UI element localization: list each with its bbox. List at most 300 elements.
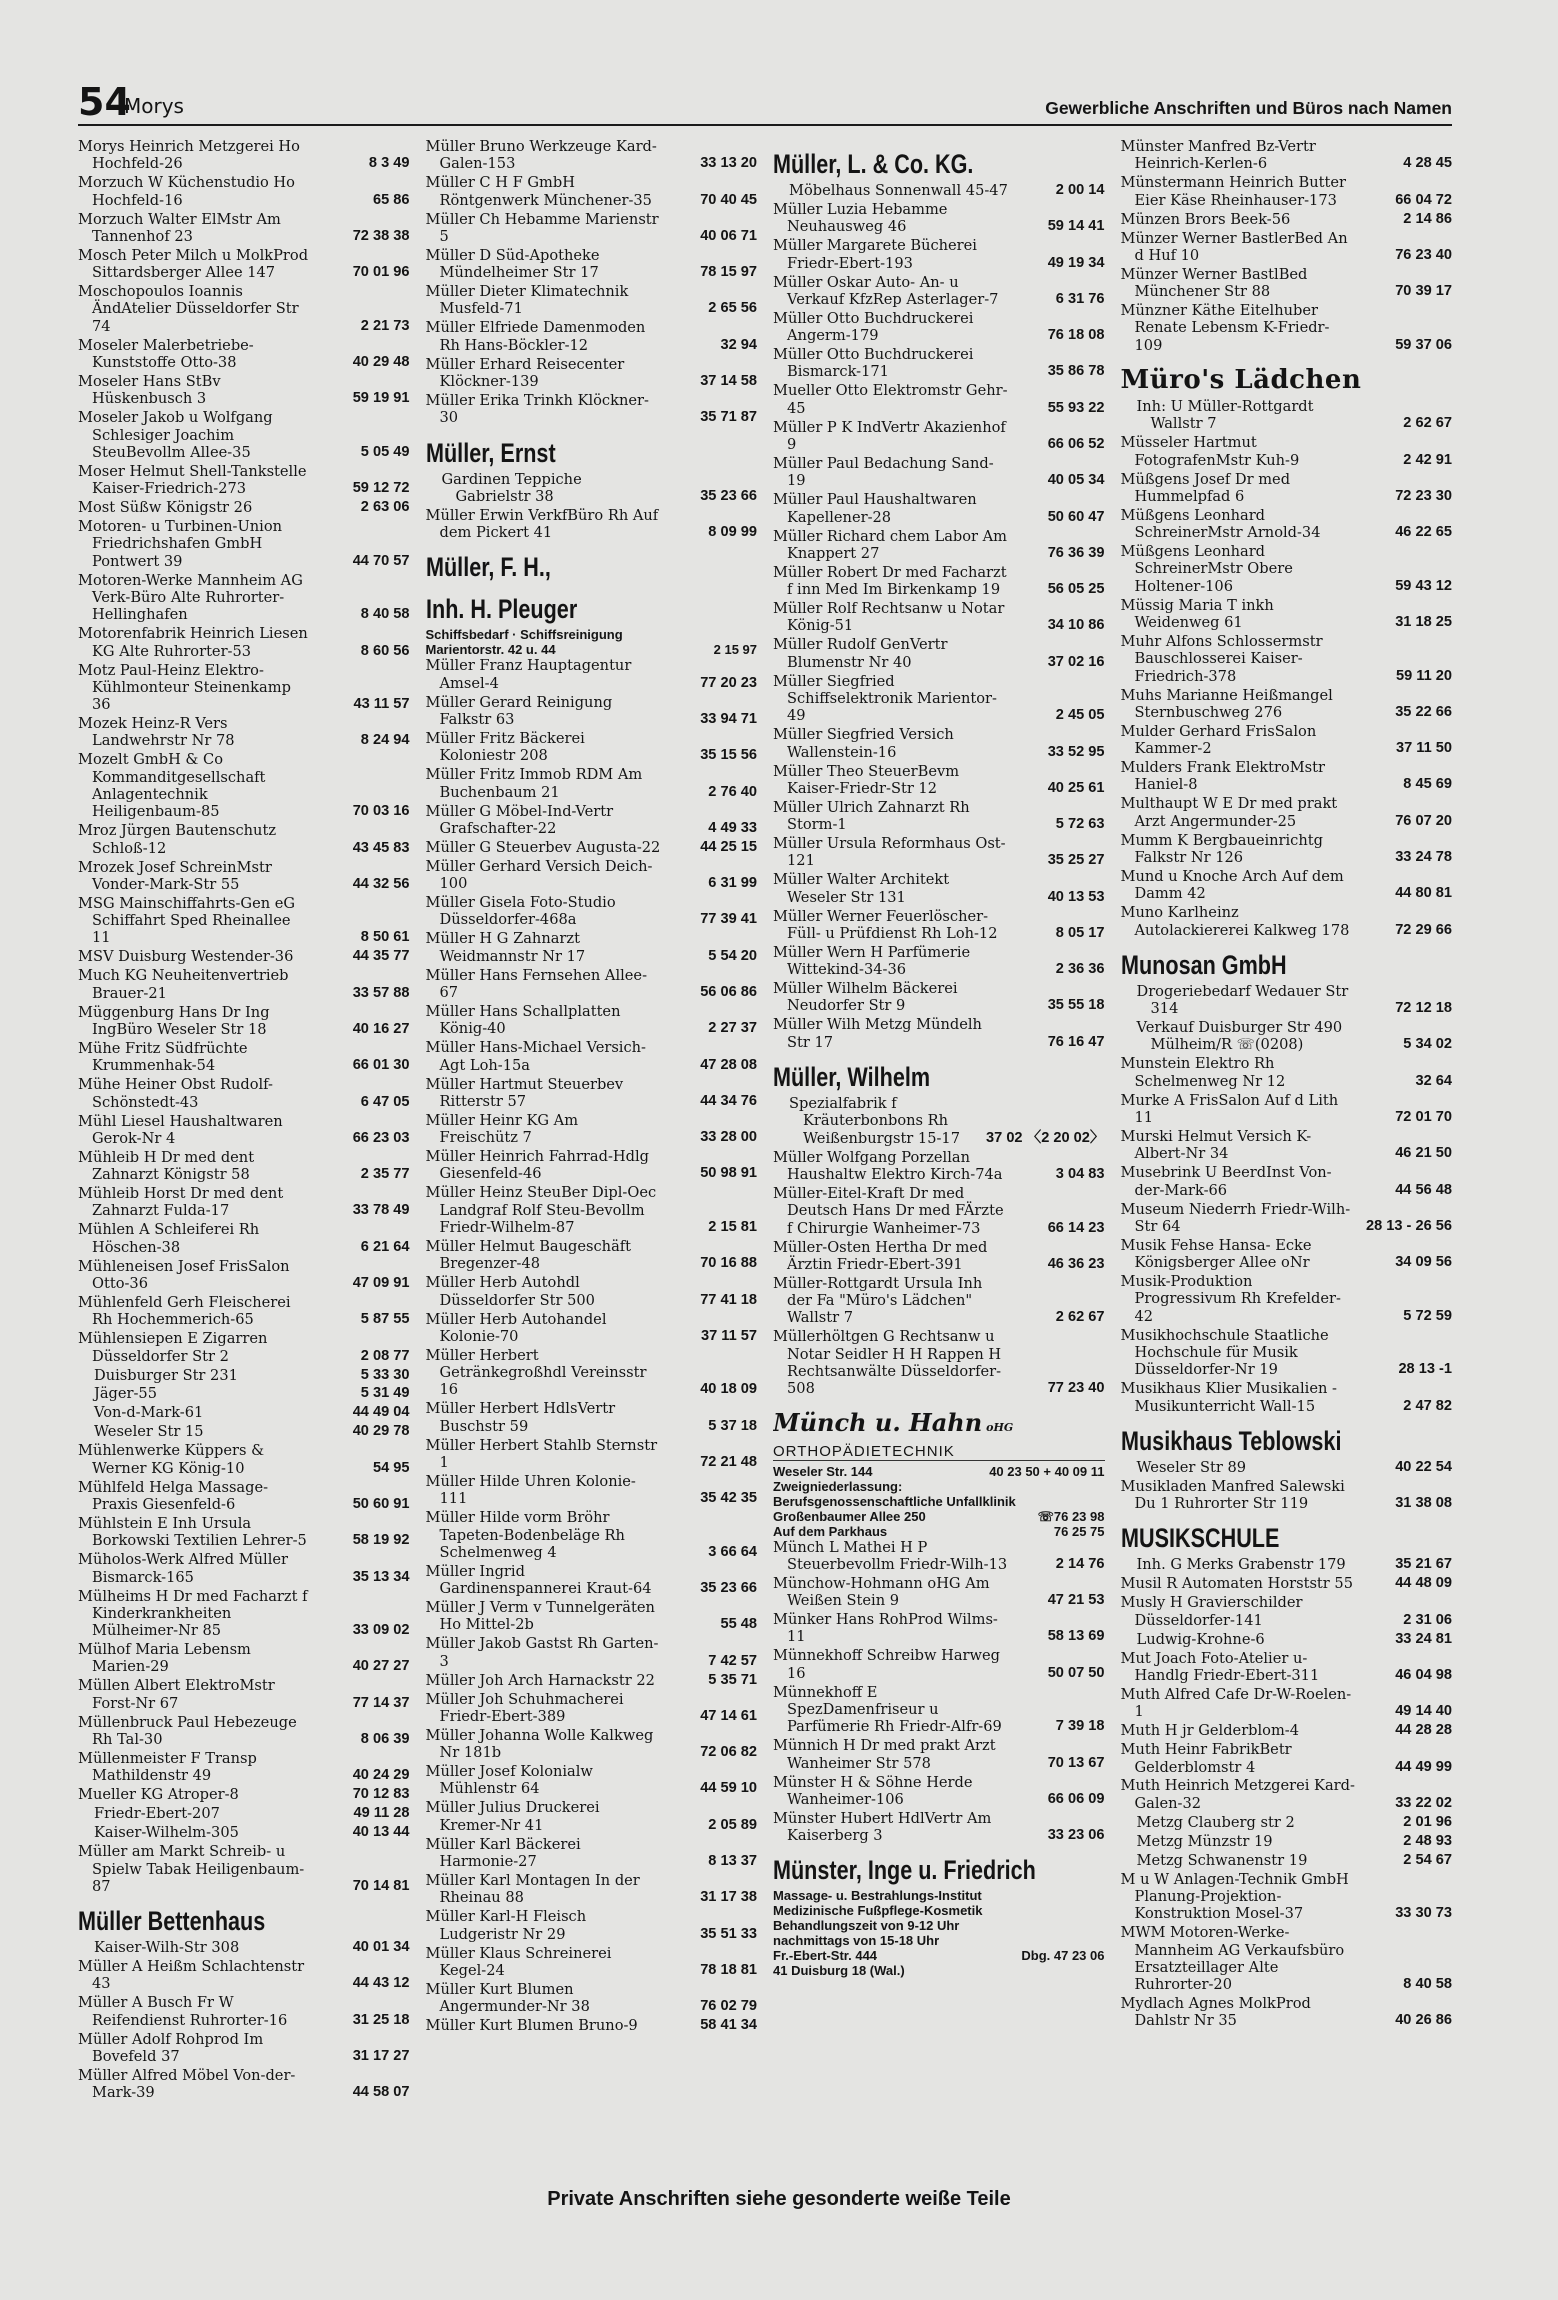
listing-entry (426, 283, 758, 318)
phone-number: 47 14 61 (700, 1707, 757, 1724)
phone-number: 66 06 52 (1047, 435, 1105, 452)
listing-column-3 (773, 138, 1105, 2178)
phone-number: 35 71 87 (700, 409, 757, 426)
phone-number: 66 14 23 (1047, 1219, 1105, 1236)
phone-number: 40 06 71 (700, 227, 757, 244)
listing-entry (78, 1750, 410, 1785)
entry-text: Müllen Albert ElektroMstr Forst-Nr 67 (78, 1677, 275, 1712)
listing-entry (1121, 1556, 1453, 1573)
listing-entry (1121, 1575, 1453, 1592)
entry-text: Metzg Clauberg str 2 (1136, 1813, 1295, 1831)
ad-subtitle: ORTHOPÄDIETECHNIK (773, 1443, 1105, 1461)
entry-text: Mulder Gerhard FrisSalon Kammer-2 (1120, 722, 1317, 758)
listing-entry (78, 174, 410, 209)
listing-entry (78, 859, 410, 894)
entry-text: Musikladen Manfred Salewski Du 1 Ruhrorter Str 119 (1120, 1477, 1345, 1513)
page-footer-note: Private Anschriften siehe gesonderte weiße Teile (547, 2188, 1011, 2210)
listing-entry (426, 1872, 758, 1907)
listing-entry (78, 1442, 410, 1477)
company-logo (773, 1408, 1105, 1443)
entry-text: Müllenmeister F Transp Mathildenstr 49 (78, 1749, 257, 1785)
entry-text: Mumm K Bergbaueinrichtg Falkstr Nr 126 (1120, 831, 1323, 866)
entry-text: Weseler Str 89 (1136, 1458, 1247, 1476)
entry-text: Müller Kurt Blumen Angermunder-Nr 38 (425, 1980, 590, 2016)
phone-number: 40 25 61 (1047, 779, 1105, 796)
entry-text: Müller J Verm v Tunnelgeräten Ho Mittel-2b (425, 1599, 655, 1634)
phone-number: 78 18 81 (700, 1961, 757, 1978)
phone-number: 33 24 81 (1395, 1630, 1452, 1647)
listing-entry (78, 1221, 410, 1256)
entry-text: Müller Herbert Stahlb Sternstr 1 (425, 1436, 658, 1471)
entry-text: Jäger-55 (94, 1385, 158, 1403)
phone-number: 65 86 (372, 191, 410, 208)
entry-text: Müller Wern H Parfümerie Wittekind-34-36 (773, 943, 971, 979)
entry-text: Müller Otto Buchdruckerei Angerm-179 (773, 309, 974, 345)
entry-text: Müller Gisela Foto-Studio Düsseldorfer-468a (425, 894, 616, 929)
listing-entry (773, 980, 1105, 1015)
ad-row (773, 1948, 1105, 1963)
entry-text: Müller Ingrid Gardinenspannerei Kraut-64 (425, 1562, 652, 1598)
listing-column-1 (78, 138, 410, 2178)
entry-text: Müllenbruck Paul Hebezeuge Rh Tal-30 (78, 1713, 297, 1748)
phone-number: 2 31 06 (1403, 1611, 1452, 1628)
entry-text: Mosch Peter Milch u MolkProd Sittardsberger Allee 147 (78, 246, 309, 282)
entry-text: Müllerhöltgen G Rechtsanw u Notar Seidler H H Rappen H Rechtsanwälte Düsseldorfer-508 (773, 1328, 1002, 1398)
phone-number: 8 05 17 (1055, 924, 1105, 941)
listing-entry (773, 182, 1105, 199)
phone-number: 8 40 58 (360, 606, 410, 623)
phone-number: 50 60 47 (1047, 508, 1105, 525)
listing-entry (1121, 507, 1453, 542)
listing-entry (1121, 723, 1453, 758)
listing-column-4 (1121, 138, 1453, 2178)
entry-text: Mueller KG Atroper-8 (78, 1786, 239, 1804)
phone-number: 37 11 50 (1395, 740, 1452, 757)
listing-entry (426, 2017, 758, 2034)
phone-number: 40 05 34 (1047, 472, 1105, 489)
entry-text: Müller Siegfried Schiffselektronik Marientor-49 (773, 672, 997, 725)
ad-line: 41 Duisburg 18 (Wal.) (773, 1963, 905, 1979)
listing-entry (78, 1330, 410, 1365)
phone-number: 7 42 57 (708, 1652, 757, 1669)
entry-text: Müller Hans Fernsehen Allee-67 (425, 966, 647, 1001)
entry-text: Mut Joach Foto-Atelier u-Handlg Friedr-Ebert-311 (1120, 1649, 1320, 1684)
phone-number: 70 40 45 (700, 191, 757, 208)
listing-entry (1121, 633, 1453, 685)
listing-entry (426, 174, 758, 209)
phone-number: 58 13 69 (1047, 1628, 1105, 1645)
listing-entry (773, 908, 1105, 943)
phone-number: 5 72 63 (1055, 816, 1105, 833)
entry-text: Müller Franz Hauptagentur Amsel-4 (425, 657, 632, 692)
listing-entry (773, 1539, 1105, 1574)
phone-number: 70 01 96 (352, 264, 410, 281)
listing-entry (426, 839, 758, 856)
listing-entry (426, 1635, 758, 1670)
phone-number: 47 09 91 (352, 1274, 410, 1291)
listing-entry (78, 463, 410, 498)
phone-number: 5 35 71 (708, 1671, 757, 1688)
listing-entry (1121, 1631, 1453, 1648)
entry-text: Müller Paul Bedachung Sand-19 (773, 454, 994, 490)
phone-number: 40 16 27 (352, 1020, 410, 1037)
page-keyword: Morys (124, 94, 184, 118)
listing-entry (78, 1515, 410, 1550)
listing-columns (78, 138, 1452, 2178)
phone-number: 2 62 67 (1403, 415, 1452, 432)
entry-text: Musly H Gravierschilder Düsseldorfer-141 (1120, 1594, 1303, 1629)
entry-text: Mühe Fritz Südfrüchte Krummenhak-54 (78, 1039, 248, 1075)
phone-number: 44 70 57 (352, 552, 410, 569)
entry-text: Müller am Markt Schreib- u Spielw Tabak Heiligenbaum-87 (78, 1843, 305, 1895)
entry-text: Müller Fritz Immob RDM Am Buchenbaum 21 (425, 766, 643, 801)
ad-block (773, 1479, 1105, 1524)
entry-text: Duisburger Str 231 (94, 1366, 238, 1384)
entry-text: Müller Ch Hebamme Marienstr 5 (425, 210, 659, 245)
phone-number: 50 98 91 (700, 1165, 757, 1182)
phone-number: 31 18 25 (1395, 614, 1452, 630)
entry-text: Spezialfabrik f Kräuterbonbons Rh Weißenburgstr 15-17 (789, 1095, 960, 1147)
listing-entry (1121, 1650, 1453, 1685)
listing-entry (78, 1404, 410, 1421)
phone-number: 46 04 98 (1395, 1666, 1452, 1683)
listing-entry (1121, 597, 1453, 632)
entry-text: Müller Hans-Michael Versich-Agt Loh-15a (425, 1039, 646, 1074)
entry-text: Müller Herb Autohandel Kolonie-70 (425, 1310, 607, 1345)
listing-entry (78, 1185, 410, 1220)
phone-number: 66 23 03 (352, 1129, 410, 1146)
entry-text: Müller Heinz SteuBer Dipl-Oec Landgraf Rolf Steu-Bevollm Friedr-Wilhelm-87 (425, 1184, 657, 1236)
ad-phone: ☏76 23 98 (1037, 1508, 1105, 1524)
entry-text: Müller Erika Trinkh Klöckner-30 (425, 391, 649, 427)
entry-text: Münnekhoff E SpezDamenfriseur u Parfümerie Rh Friedr-Alfr-69 (773, 1683, 1002, 1736)
display-heading: Müller, F. H., (425, 552, 551, 583)
listing-entry (426, 803, 758, 838)
listing-entry (426, 1039, 758, 1074)
phone-number: 3 66 64 (708, 1543, 757, 1560)
entry-text: Müller Julius Druckerei Kremer-Nr 41 (425, 1799, 600, 1834)
phone-number: 44 59 10 (700, 1780, 757, 1797)
entry-text: Münker Hans RohProd Wilms-11 (773, 1611, 998, 1646)
listing-entry (1121, 687, 1453, 722)
entry-text: Müller Gerhard Versich Deich-100 (425, 857, 653, 893)
listing-entry (773, 673, 1105, 725)
phone-number: 2 21 73 (360, 317, 410, 334)
phone-number: 2 08 77 (360, 1347, 410, 1364)
phone-number: 4 28 45 (1403, 155, 1452, 172)
entry-text: Müsseler Hartmut FotografenMstr Kuh-9 (1120, 434, 1300, 469)
entry-text: Münstermann Heinrich Butter Eier Käse Rheinhauser-173 (1120, 174, 1346, 209)
ad-line: Berufsgenossenschaftliche Unfallklinik (773, 1493, 1016, 1509)
phone-number: 5 87 55 (360, 1311, 410, 1328)
phone-number: 2 35 77 (360, 1166, 410, 1183)
phone-number: 37 11 57 (700, 1327, 757, 1344)
listing-entry (426, 930, 758, 965)
entry-text: Much KG Neuheitenvertrieb Brauer-21 (78, 967, 289, 1002)
listing-entry (426, 1945, 758, 1980)
entry-text: Müller Luzia Hebamme Neuhausweg 46 (773, 200, 948, 236)
phone-number: 49 19 34 (1047, 254, 1105, 271)
phone-number: 72 06 82 (700, 1744, 757, 1761)
listing-entry (426, 507, 758, 542)
ad-line: Schiffsbedarf · Schiffsreinigung (425, 627, 623, 643)
entry-text: Müller Herbert HdlsVertr Buschstr 59 (425, 1400, 616, 1435)
listing-entry (773, 799, 1105, 834)
listing-entry (773, 871, 1105, 906)
phone-number: 5 34 02 (1403, 1036, 1452, 1053)
listing-entry (773, 237, 1105, 272)
phone-number: 8 45 69 (1403, 776, 1452, 793)
ad-line: Massage- u. Bestrahlungs-Institut (773, 1888, 982, 1904)
entry-text: Müller Otto Buchdruckerei Bismarck-171 (773, 346, 974, 381)
listing-entry (1121, 434, 1453, 469)
phone-number: 34 10 86 (1047, 617, 1105, 634)
entry-text: Mühlstein E Inh Ursula Borkowski Textilien Lehrer-5 (78, 1515, 307, 1550)
entry-text: Moseler Hans StBv Hüskenbusch 3 (78, 372, 221, 408)
listing-entry (426, 1599, 758, 1634)
phone-number: 76 36 39 (1047, 544, 1105, 561)
phone-number: 35 23 66 (700, 487, 757, 504)
phone-number: 72 38 38 (352, 227, 410, 244)
phone-number: 40 01 34 (352, 1939, 410, 1956)
phone-number: 28 13 -1 (1398, 1361, 1452, 1378)
listing-entry (1121, 543, 1453, 595)
listing-entry (426, 1727, 758, 1762)
entry-text: Mueller Otto Elektromstr Gehr-45 (773, 382, 1008, 417)
phone-number: 33 78 49 (352, 1202, 410, 1219)
listing-entry (426, 1274, 758, 1309)
entry-text: Müller Joh Arch Harnackstr 22 (425, 1671, 655, 1689)
phone-number: 40 22 54 (1395, 1458, 1452, 1475)
phone-number: 55 93 22 (1047, 399, 1105, 416)
listing-entry (1121, 471, 1453, 506)
entry-text: Mydlach Agnes MolkProd Dahlstr Nr 35 (1120, 1995, 1311, 2030)
entry-text: Multhaupt W E Dr med prakt Arzt Angermunder-25 (1120, 795, 1338, 830)
phone-number: 8 09 99 (708, 524, 757, 541)
phone-number: 70 39 17 (1395, 283, 1452, 300)
phone-number: 33 52 95 (1047, 743, 1105, 760)
phone-number: 70 13 67 (1047, 1754, 1105, 1771)
listing-entry (78, 1149, 410, 1184)
listing-entry (1121, 1686, 1453, 1721)
listing-entry (426, 730, 758, 765)
phone-number: 50 60 91 (352, 1496, 410, 1513)
phone-number: 55 48 (720, 1616, 757, 1633)
listing-entry (1121, 1201, 1453, 1236)
phone-number: 77 14 37 (352, 1694, 410, 1711)
phone-number: 70 12 83 (352, 1786, 410, 1803)
listing-entry (1121, 1871, 1453, 1923)
display-heading: Munosan GmbH (1120, 949, 1287, 980)
page-number: 54 (78, 80, 131, 124)
entry-text: Morzuch Walter ElMstr Am Tannenhof 23 (78, 210, 281, 245)
entry-text: Mund u Knoche Arch Auf dem Damm 42 (1120, 867, 1344, 903)
phone-number: 77 39 41 (700, 911, 757, 928)
listing-entry (773, 310, 1105, 345)
entry-text: Müller Wilh Metzg Mündelh Str 17 (773, 1016, 982, 1051)
listing-entry (773, 1774, 1105, 1809)
phone-number: 5 54 20 (708, 947, 757, 964)
listing-entry (1121, 1852, 1453, 1869)
phone-number: 2 65 56 (708, 300, 757, 317)
listing-entry (773, 274, 1105, 309)
phone-number: 2 42 91 (1403, 451, 1452, 468)
phone-number: 78 15 97 (700, 264, 757, 281)
entry-text: Müller Bruno Werkzeuge Kard-Galen-153 (425, 138, 657, 173)
phone-number: 59 43 12 (1395, 577, 1452, 594)
entry-text: Müller-Eitel-Kraft Dr med Deutsch Hans Dr med FÄrzte f Chirurgie Wanheimer-73 (773, 1184, 1004, 1237)
listing-entry (426, 247, 758, 282)
entry-text: Müller Ulrich Zahnarzt Rh Storm-1 (773, 798, 970, 834)
entry-text: Müller Dieter Klimatechnik Musfeld-71 (425, 283, 629, 318)
listing-entry (773, 835, 1105, 870)
ad-block (773, 1963, 1105, 1978)
listing-entry (78, 572, 410, 624)
phone-number: 33 09 02 (352, 1622, 410, 1639)
phone-number: 3 04 83 (1055, 1165, 1105, 1182)
phone-number: 28 13 - 26 56 (1365, 1217, 1452, 1234)
listing-entry (78, 822, 410, 857)
listing-entry (773, 1684, 1105, 1736)
entry-text: Müller Richard chem Labor Am Knappert 27 (773, 527, 1008, 562)
phone-number: 33 57 88 (352, 984, 410, 1001)
phone-number: 32 94 (720, 336, 757, 353)
listing-entry (1121, 1237, 1453, 1272)
listing-entry (426, 1184, 758, 1236)
display-heading: Inh. H. Pleuger (425, 594, 577, 625)
listing-entry (78, 1040, 410, 1075)
phone-number: 44 25 15 (700, 838, 757, 855)
entry-text: Müller P K IndVertr Akazienhof 9 (773, 418, 1006, 453)
phone-number: 4 49 33 (708, 819, 757, 836)
entry-text: Museum Niederrh Friedr-Wilh-Str 64 (1120, 1200, 1351, 1235)
phone-number: 44 35 77 (352, 948, 410, 965)
listing-entry (78, 1786, 410, 1803)
entry-text: Morzuch W Küchenstudio Ho Hochfeld-16 (78, 174, 295, 209)
display-heading: Müller, L. & Co. KG. (773, 149, 974, 179)
phone-number: 72 01 70 (1395, 1108, 1452, 1125)
entry-text: Motoren- u Turbinen-Union Friedrichshafen GmbH Pontwert 39 (78, 518, 283, 570)
listing-entry (78, 1004, 410, 1039)
phone-number: 40 26 86 (1395, 2012, 1452, 2029)
listing-entry (1121, 759, 1453, 794)
entry-text: Müller Herbert Getränkegroßhdl Vereinsstr 16 (425, 1346, 647, 1399)
entry-text: Mühleib H Dr med dent Zahnarzt Königstr 58 (78, 1148, 255, 1184)
phone-number: 44 48 09 (1395, 1575, 1452, 1592)
listing-entry (773, 382, 1105, 417)
entry-text: Morys Heinrich Metzgerei Ho Hochfeld-26 (78, 138, 300, 173)
display-heading: Müro's Lädchen (1120, 365, 1362, 395)
entry-text: Moschopoulos Ioannis ÄndAtelier Düsseldorfer Str 74 (78, 283, 299, 335)
entry-text: Mroz Jürgen Bautenschutz Schloß-12 (78, 822, 277, 857)
listing-entry (1121, 138, 1453, 173)
entry-text: Müggenburg Hans Dr Ing IngBüro Weseler Str 18 (78, 1003, 270, 1038)
entry-text: Moseler Jakob u Wolfgang Schlesiger Joachim SteuBevollm Allee-35 (78, 409, 273, 461)
phone-number: 59 14 41 (1047, 218, 1105, 235)
entry-text: Müller Walter Architekt Weseler Str 131 (773, 871, 950, 906)
entry-text: Mulders Frank ElektroMstr Haniel-8 (1120, 759, 1325, 794)
section-title: Gewerbliche Anschriften und Büros nach Namen (1045, 98, 1452, 118)
phone-number: 44 49 04 (352, 1404, 410, 1421)
entry-text: Mülheims H Dr med Facharzt f Kinderkrankheiten Mülheimer-Nr 85 (78, 1587, 308, 1640)
phone-number: 2 14 76 (1055, 1555, 1105, 1572)
phone-number: 7 39 18 (1055, 1718, 1105, 1735)
entry-text: Mühleneisen Josef FrisSalon Otto-36 (78, 1257, 290, 1292)
phone-number: 33 28 00 (700, 1129, 757, 1146)
listing-entry (426, 392, 758, 427)
entry-text: Müller Elfriede Damenmoden Rh Hans-Böckler-12 (425, 319, 646, 354)
phone-number: 66 04 72 (1395, 191, 1452, 208)
listing-entry (426, 138, 758, 173)
listing-entry (78, 1677, 410, 1712)
listing-entry (773, 1239, 1105, 1274)
listing-entry (78, 1588, 410, 1640)
entry-text: Münnekhoff Schreibw Harweg 16 (773, 1647, 1001, 1682)
listing-entry (78, 1641, 410, 1676)
listing-entry (426, 1148, 758, 1183)
entry-text: Müller Rolf Rechtsanw u Notar König-51 (773, 600, 1005, 635)
entry-text: Müller Werner Feuerlöscher-Füll- u Prüfdienst Rh Loh-12 (773, 907, 998, 942)
entry-text: Müller G Steuerbev Augusta-22 (425, 838, 661, 856)
phone-number: 2 36 36 (1055, 961, 1105, 978)
listing-entry (426, 766, 758, 801)
phone-number: 66 01 30 (352, 1057, 410, 1074)
phone-number: 2 14 86 (1403, 210, 1452, 227)
listing-entry (773, 528, 1105, 563)
listing-entry (773, 201, 1105, 236)
entry-text: Müller A Busch Fr W Reifendienst Ruhrorter-16 (78, 1994, 288, 2029)
phone-number: 2 01 96 (1403, 1813, 1452, 1830)
phone-number: 37 02 16 (1047, 653, 1105, 670)
listing-entry (426, 356, 758, 391)
entry-text: Müller Jakob Gastst Rh Garten-3 (425, 1635, 659, 1670)
listing-entry (426, 1311, 758, 1346)
entry-text: Müller Kurt Blumen Bruno-9 (425, 2017, 638, 2035)
listing-entry (773, 1149, 1105, 1184)
phone-number: 35 13 34 (352, 1568, 410, 1585)
phone-number: 32 64 (1415, 1072, 1452, 1089)
phone-number: 33 23 06 (1047, 1827, 1105, 1844)
entry-text: Inh: U Müller-Rottgardt Wallstr 7 (1136, 398, 1314, 433)
phone-number: 50 07 50 (1047, 1664, 1105, 1681)
phone-number: 35 51 33 (700, 1925, 757, 1942)
phone-number: 2 15 81 (708, 1218, 757, 1235)
entry-text: Musebrink U BeerdInst Von-der-Mark-66 (1120, 1164, 1332, 1199)
phone-number: 33 22 02 (1395, 1794, 1452, 1811)
phone-number: 35 21 67 (1395, 1556, 1452, 1573)
listing-entry (773, 1275, 1105, 1327)
ad-row (773, 1464, 1105, 1479)
entry-text: Muhs Marianne Heißmangel Sternbuschweg 276 (1120, 686, 1333, 721)
listing-entry (78, 409, 410, 461)
listing-entry (78, 499, 410, 516)
listing-entry (1121, 1055, 1453, 1090)
listing-entry (1121, 1741, 1453, 1776)
listing-entry (426, 1981, 758, 2016)
listing-entry (1121, 1273, 1453, 1325)
phone-number: 37 14 58 (700, 372, 757, 389)
phone-number: 35 23 66 (700, 1580, 757, 1597)
listing-entry (78, 1994, 410, 2029)
listing-entry (78, 1294, 410, 1329)
ad-row (773, 1524, 1105, 1539)
phone-number: 35 55 18 (1047, 997, 1105, 1014)
entry-text: Muno Karlheinz Autolackiererei Kalkweg 178 (1120, 904, 1350, 939)
entry-text: Münzer Werner BastlerBed An d Huf 10 (1120, 229, 1348, 264)
ad-phone: 40 23 50 + 40 09 11 (989, 1463, 1105, 1479)
phone-number: 66 06 09 (1047, 1790, 1105, 1807)
listing-entry (78, 1423, 410, 1440)
